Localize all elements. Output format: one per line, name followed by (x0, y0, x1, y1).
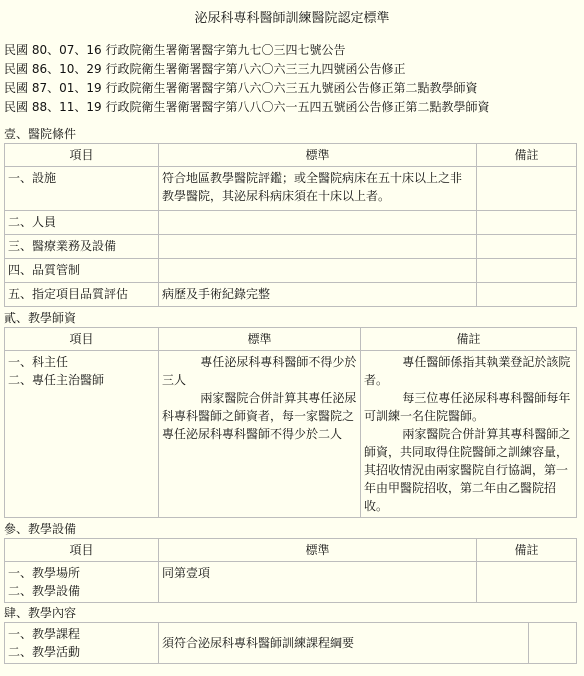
item-line: 二、教學設備 (8, 584, 81, 598)
item-line: 一、科主任 (8, 355, 69, 369)
table-header-row (5, 539, 577, 562)
row-item (5, 562, 159, 603)
row-note (477, 259, 577, 283)
row-item: 五、指定項目品質評估 (5, 283, 159, 307)
row-standard (159, 211, 477, 235)
history-line: 民國 80、07、16 行政院衛生署衛署醫字第九七〇三四七號公告 (4, 43, 346, 57)
item-line: 二、專任主治醫師 (8, 373, 105, 387)
table-row (5, 351, 577, 518)
section-heading-hospital-conditions: 壹、醫院條件 (4, 127, 77, 141)
row-note (529, 623, 577, 664)
teaching-staff-table (4, 327, 577, 518)
section-heading-teaching-equipment: 參、教學設備 (4, 522, 77, 536)
item-line: 一、教學課程 (8, 627, 81, 641)
table-row (5, 283, 577, 307)
standard-paragraph: 兩家醫院合併計算其專任泌尿科專科醫師之師資者，每一家醫院之專任泌尿科專科醫師不得少於二人 (162, 391, 357, 441)
header-item: 項目 (5, 328, 159, 351)
row-note (361, 351, 577, 518)
row-standard: 符合地區教學醫院評鑑；或全醫院病床在五十床以上之非教學醫院，其泌尿科病床須在十床以上者。 (159, 167, 477, 211)
row-note (477, 167, 577, 211)
header-item: 項目 (5, 144, 159, 167)
item-line: 二、教學活動 (8, 645, 81, 659)
row-standard (159, 235, 477, 259)
row-standard: 病歷及手術紀錄完整 (159, 283, 477, 307)
table-row (5, 211, 577, 235)
table-row (5, 562, 577, 603)
hospital-conditions-table (4, 143, 577, 307)
header-standard: 標準 (159, 539, 477, 562)
table-row (5, 167, 577, 211)
row-item: 一、設施 (5, 167, 159, 211)
history-line: 民國 86、10、29 行政院衛生署衛署醫字第八六〇六三三九四號函公告修正 (4, 62, 406, 76)
header-standard: 標準 (159, 328, 361, 351)
item-line: 一、教學場所 (8, 566, 81, 580)
note-paragraph: 專任醫師係指其執業登記於該院者。 (364, 355, 571, 387)
row-note (477, 211, 577, 235)
section-heading-teaching-staff: 貳、教學師資 (4, 311, 77, 325)
row-item: 三、醫療業務及設備 (5, 235, 159, 259)
note-paragraph: 每三位專任泌尿科專科醫師每年可訓練一名住院醫師。 (364, 391, 571, 423)
table-header-row (5, 328, 577, 351)
table-row (5, 259, 577, 283)
row-standard: 同第壹項 (159, 562, 477, 603)
row-item: 四、品質管制 (5, 259, 159, 283)
row-note (477, 283, 577, 307)
history-line: 民國 87、01、19 行政院衛生署衛署醫字第八六〇六三五九號函公告修正第二點教學師資 (4, 81, 478, 95)
teaching-content-table (4, 622, 577, 664)
section-heading-teaching-content: 肆、教學內容 (4, 606, 77, 620)
header-note: 備註 (477, 144, 577, 167)
table-row (5, 235, 577, 259)
header-note: 備註 (361, 328, 577, 351)
row-standard: 須符合泌尿科專科醫師訓練課程綱要 (159, 623, 529, 664)
row-standard (159, 351, 361, 518)
document-title: 泌尿科專科醫師訓練醫院認定標準 (194, 11, 390, 26)
row-item (5, 623, 159, 664)
standard-paragraph: 專任泌尿科專科醫師不得少於三人 (162, 355, 357, 387)
announcement-history (4, 41, 489, 117)
table-row (5, 623, 577, 664)
header-standard: 標準 (159, 144, 477, 167)
teaching-equipment-table (4, 538, 577, 603)
row-item (5, 351, 159, 518)
row-standard (159, 259, 477, 283)
note-paragraph: 兩家醫院合併計算其專科醫師之師資，共同取得住院醫師之訓練容量，其招收情況由兩家醫院自行協調，第一年由甲醫院招收，第二年由乙醫院招收。 (364, 427, 571, 513)
header-item: 項目 (5, 539, 159, 562)
row-note (477, 562, 577, 603)
history-line: 民國 88、11、19 行政院衛生署衛署醫字第八八〇六一五四五號函公告修正第二點教學師資 (4, 100, 490, 114)
row-item: 二、人員 (5, 211, 159, 235)
row-note (477, 235, 577, 259)
header-note: 備註 (477, 539, 577, 562)
table-header-row (5, 144, 577, 167)
